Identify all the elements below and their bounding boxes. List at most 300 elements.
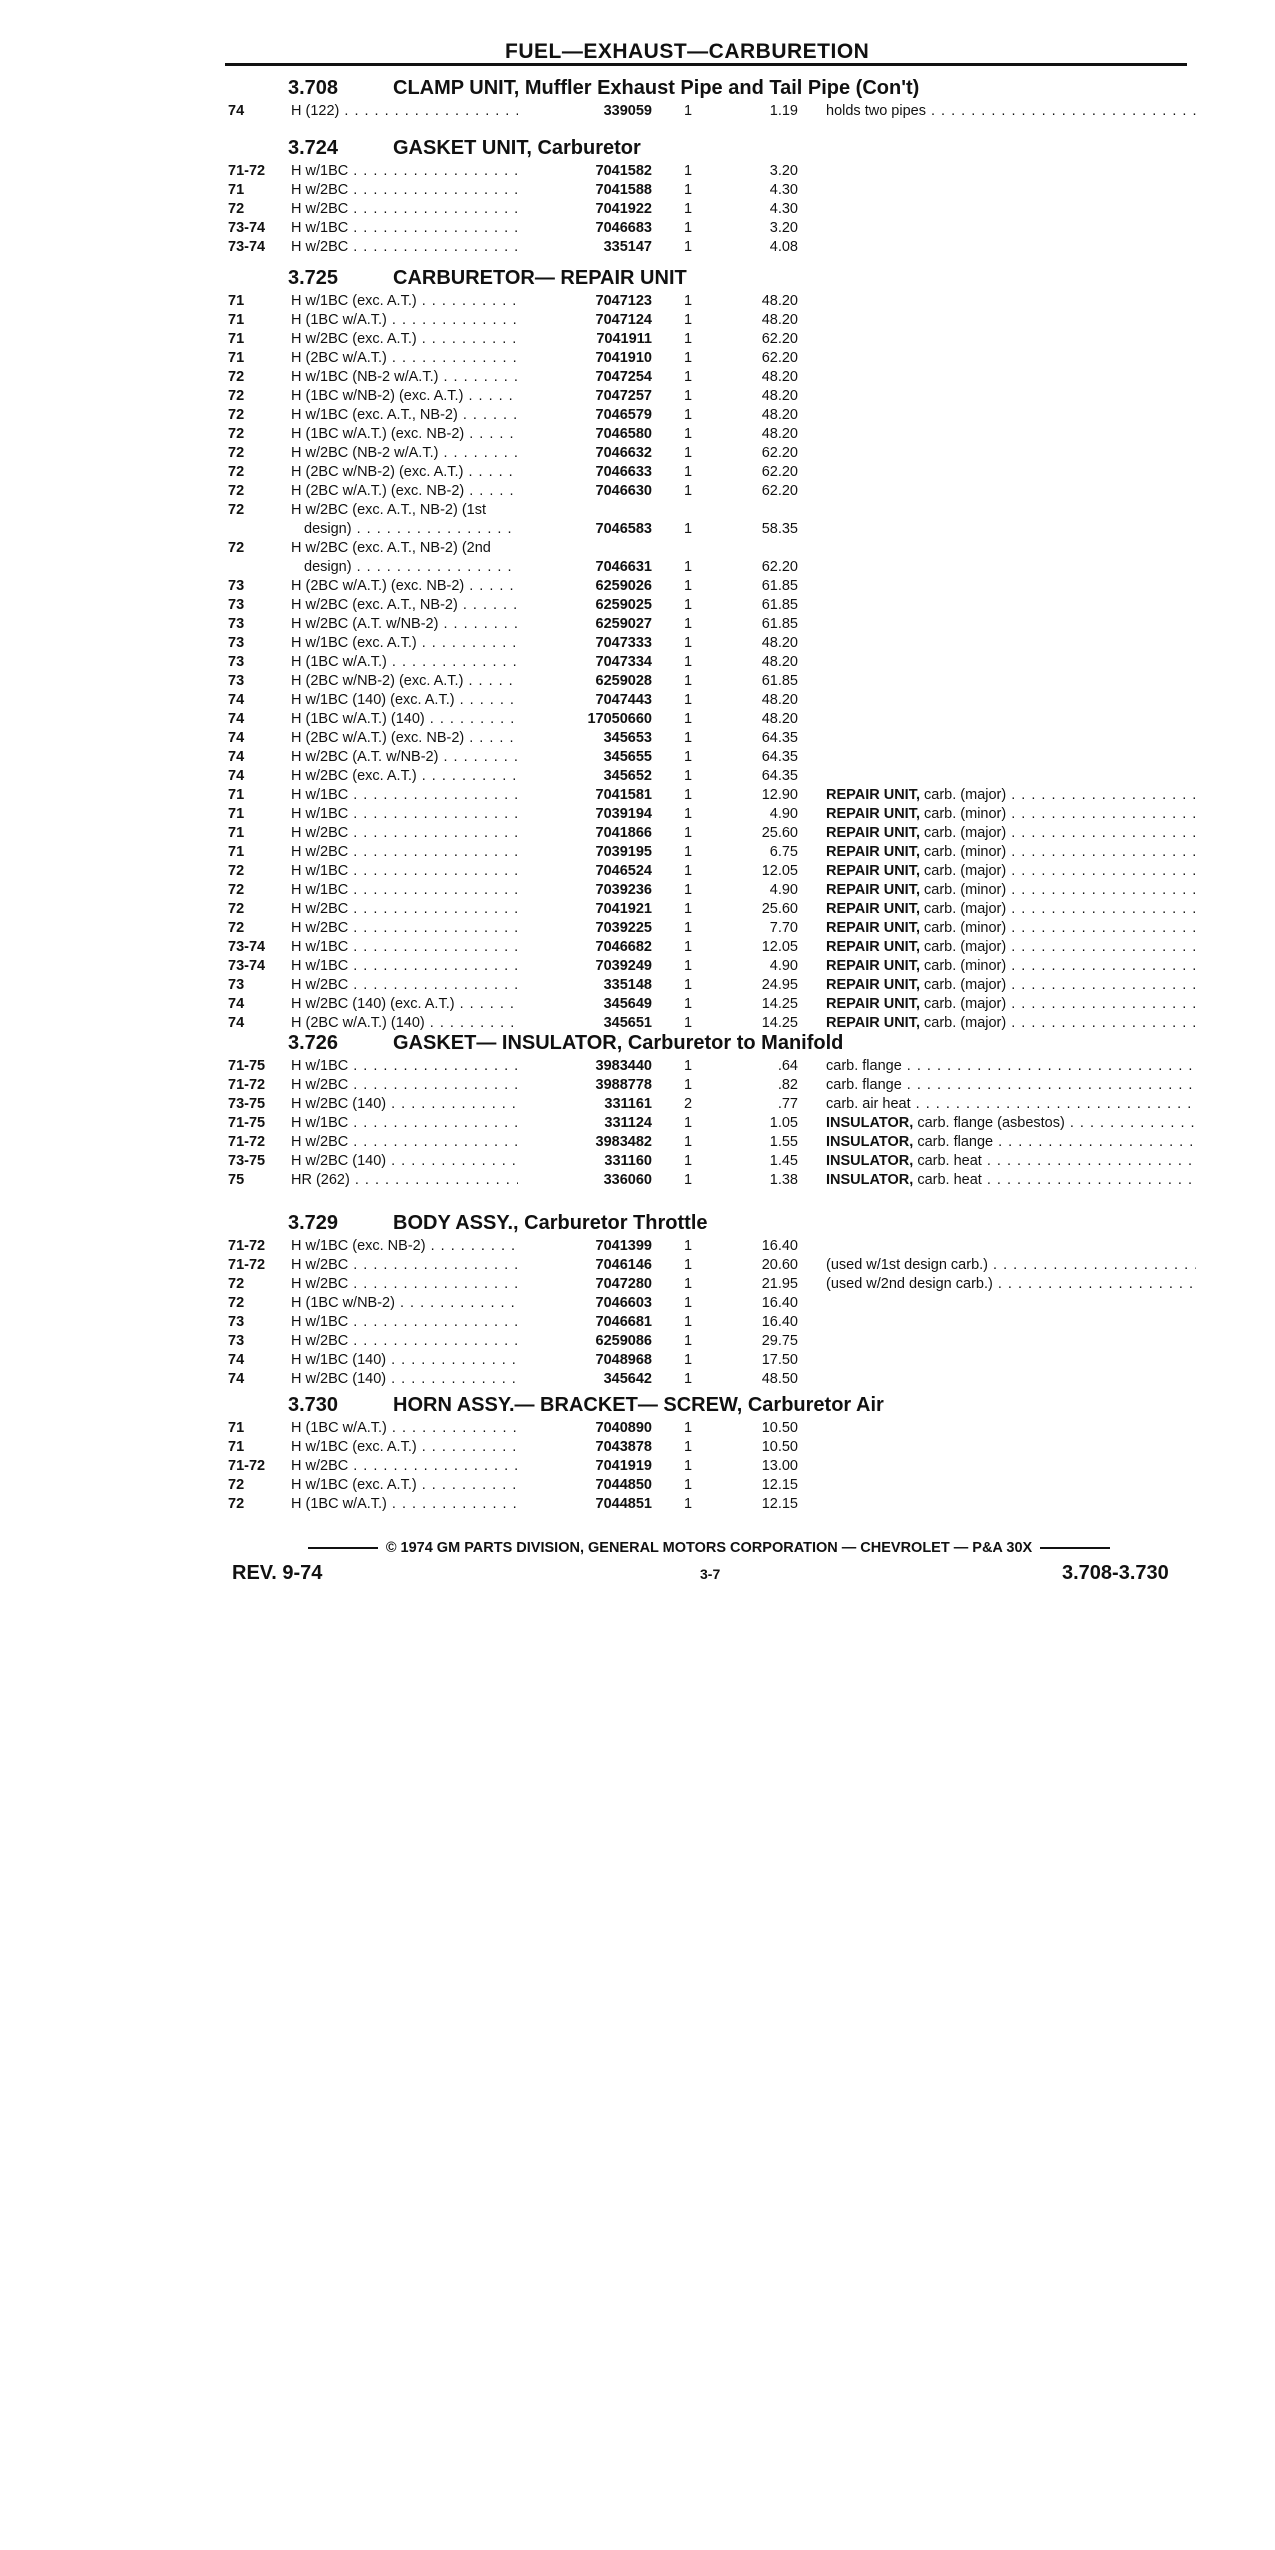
quantity: 1: [683, 920, 693, 936]
application-description: H w/2BC . . .: [291, 824, 523, 843]
quantity: 1: [683, 483, 693, 499]
application-description: H w/2BC . . .: [291, 1275, 523, 1294]
table-row: [228, 900, 1198, 919]
application-description: H w/2BC . . .: [291, 919, 523, 938]
price: 48.20: [761, 407, 798, 423]
quantity: 1: [683, 293, 693, 309]
model-year: 71: [228, 293, 245, 309]
remark-text: carb. flange: [826, 1058, 902, 1074]
section-heading: [228, 135, 1198, 162]
part-number: 3983482: [518, 1133, 652, 1152]
application-description: H (1BC w/NB-2) (exc. A.T.) . . .: [291, 387, 523, 406]
price: 48.20: [761, 654, 798, 670]
price: 12.15: [761, 1496, 798, 1512]
model-year: 74: [228, 1371, 245, 1387]
price: 48.20: [761, 426, 798, 442]
part-number: 331124: [518, 1114, 652, 1133]
application-description: H w/1BC (exc. A.T.) . . .: [291, 1438, 523, 1457]
quantity: 1: [683, 578, 693, 594]
catalog-section: [228, 135, 1198, 257]
remark: [826, 1057, 1196, 1076]
part-number: 6259028: [518, 672, 652, 691]
application-description: H w/2BC (A.T. w/NB-2) . . .: [291, 615, 523, 634]
application-description: H w/1BC (exc. A.T.) . . .: [291, 1476, 523, 1495]
model-year: 72: [228, 1276, 245, 1292]
model-year: 74: [228, 103, 245, 119]
price: 62.20: [761, 445, 798, 461]
application-description: H w/1BC (NB-2 w/A.T.) . . .: [291, 368, 523, 387]
part-number: 7044851: [518, 1495, 652, 1514]
table-row: [228, 1419, 1198, 1438]
quantity: 1: [683, 369, 693, 385]
table-row: [228, 672, 1198, 691]
table-row: [228, 558, 1198, 577]
quantity: 1: [683, 1115, 693, 1131]
application-description: H w/2BC . . .: [291, 843, 523, 862]
application-description: H w/1BC . . .: [291, 1057, 523, 1076]
application-description: H w/1BC . . .: [291, 219, 523, 238]
remark: [826, 862, 1196, 881]
remark-text: carb. (major): [924, 939, 1007, 955]
quantity: 1: [683, 939, 693, 955]
title-rule: [225, 63, 1187, 66]
price: 1.38: [769, 1172, 798, 1188]
quantity: 1: [683, 1238, 693, 1254]
application-description: H w/1BC . . .: [291, 1313, 523, 1332]
quantity: 1: [683, 692, 693, 708]
section-title: GASKET UNIT, Carburetor: [393, 137, 641, 159]
part-number: 7046632: [518, 444, 652, 463]
price: 64.35: [761, 730, 798, 746]
part-number: 7046603: [518, 1294, 652, 1313]
model-year: 72: [228, 920, 245, 936]
model-year: 73-74: [228, 239, 266, 255]
quantity: 1: [683, 559, 693, 575]
table-row: [228, 181, 1198, 200]
part-number: 7047334: [518, 653, 652, 672]
application-description: H w/2BC (140) . . .: [291, 1370, 523, 1389]
application-description: H (1BC w/A.T.) . . .: [291, 311, 523, 330]
quantity: 2: [683, 1096, 693, 1112]
remark: [826, 976, 1196, 995]
remark: [826, 805, 1196, 824]
remark-text: carb. (minor): [924, 920, 1007, 936]
price: 6.75: [769, 844, 798, 860]
price: 48.20: [761, 312, 798, 328]
remark-text: carb. (major): [924, 977, 1007, 993]
table-row: [228, 1351, 1198, 1370]
application-description: H w/1BC . . .: [291, 862, 523, 881]
part-number: 335148: [518, 976, 652, 995]
table-row: [228, 824, 1198, 843]
quantity: 1: [683, 616, 693, 632]
remark-label: REPAIR UNIT,: [826, 939, 920, 955]
application-description: H (1BC w/NB-2) . . .: [291, 1294, 523, 1313]
section-number: 3.726: [288, 1032, 339, 1054]
section-heading: [228, 1210, 1198, 1237]
model-year: 73: [228, 1333, 245, 1349]
quantity: 1: [683, 730, 693, 746]
application-description: H w/2BC (140) . . .: [291, 1095, 523, 1114]
application-description: H w/1BC (140) (exc. A.T.) . . .: [291, 691, 523, 710]
price: 1.19: [769, 103, 798, 119]
table-row: [228, 1438, 1198, 1457]
model-year: 74: [228, 749, 245, 765]
remark-text: carb. (major): [924, 825, 1007, 841]
table-row: [228, 219, 1198, 238]
price: 48.20: [761, 692, 798, 708]
model-year: 72: [228, 1496, 245, 1512]
price: 12.90: [761, 787, 798, 803]
table-row: [228, 463, 1198, 482]
part-number: 7044850: [518, 1476, 652, 1495]
model-year: 71: [228, 825, 245, 841]
application-description: H w/2BC . . .: [291, 238, 523, 257]
model-year: 72: [228, 369, 245, 385]
model-year: 71: [228, 182, 245, 198]
application-description: H (2BC w/A.T.) (140) . . .: [291, 1014, 523, 1033]
table-row: [228, 482, 1198, 501]
remark-label: INSULATOR,: [826, 1115, 914, 1131]
model-year: 74: [228, 1015, 245, 1031]
remark: [826, 1256, 1196, 1275]
remark-text: holds two pipes: [826, 103, 926, 119]
quantity: 1: [683, 654, 693, 670]
table-row: [228, 1476, 1198, 1495]
table-row: [228, 349, 1198, 368]
remark: [826, 1152, 1196, 1171]
remark-text: carb. flange: [826, 1077, 902, 1093]
quantity: 1: [683, 201, 693, 217]
quantity: 1: [683, 407, 693, 423]
table-row: [228, 995, 1198, 1014]
table-row: [228, 1133, 1198, 1152]
quantity: 1: [683, 239, 693, 255]
table-row: [228, 292, 1198, 311]
table-row: [228, 1095, 1198, 1114]
model-year: 71: [228, 331, 245, 347]
model-year: 73: [228, 597, 245, 613]
quantity: 1: [683, 673, 693, 689]
application-description: H (1BC w/A.T.) (140) . . .: [291, 710, 523, 729]
application-description: H (1BC w/A.T.) . . .: [291, 1419, 523, 1438]
quantity: 1: [683, 426, 693, 442]
price: 4.08: [769, 239, 798, 255]
price: 14.25: [761, 1015, 798, 1031]
table-row: [228, 1237, 1198, 1256]
model-year: 71: [228, 787, 245, 803]
model-year: 72: [228, 863, 245, 879]
table-row: [228, 1076, 1198, 1095]
table-row: [228, 729, 1198, 748]
part-number: 345649: [518, 995, 652, 1014]
model-year: 72: [228, 445, 245, 461]
table-row: [228, 976, 1198, 995]
price: 1.05: [769, 1115, 798, 1131]
quantity: 1: [683, 844, 693, 860]
part-number: 7041919: [518, 1457, 652, 1476]
price: 3.20: [769, 220, 798, 236]
table-row: [228, 1332, 1198, 1351]
remark-text: (used w/1st design carb.): [826, 1257, 988, 1273]
price: 16.40: [761, 1238, 798, 1254]
quantity: 1: [683, 882, 693, 898]
price: 62.20: [761, 483, 798, 499]
part-number: 7046630: [518, 482, 652, 501]
price: 62.20: [761, 464, 798, 480]
model-year: 72: [228, 407, 245, 423]
table-row: [228, 710, 1198, 729]
section-title: HORN ASSY.— BRACKET— SCREW, Carburetor Air: [393, 1394, 884, 1416]
price: .64: [777, 1058, 798, 1074]
quantity: 1: [683, 1333, 693, 1349]
model-year: 75: [228, 1172, 245, 1188]
remark-label: REPAIR UNIT,: [826, 806, 920, 822]
application-description: H w/2BC (140) (exc. A.T.) . . .: [291, 995, 523, 1014]
model-year: 74: [228, 768, 245, 784]
model-year: 71-75: [228, 1115, 266, 1131]
model-year: 71: [228, 1439, 245, 1455]
remark-text: carb. (major): [924, 787, 1007, 803]
table-row: [228, 1495, 1198, 1514]
model-year: 73: [228, 673, 245, 689]
price: 4.30: [769, 182, 798, 198]
part-number: 7047443: [518, 691, 652, 710]
quantity: 1: [683, 1477, 693, 1493]
revision-label: REV. 9-74: [232, 1562, 323, 1584]
part-number: 7041581: [518, 786, 652, 805]
price: 4.90: [769, 882, 798, 898]
quantity: 1: [683, 182, 693, 198]
model-year: 73: [228, 635, 245, 651]
catalog-section: [228, 1030, 1198, 1190]
model-year: 74: [228, 996, 245, 1012]
table-row: [228, 425, 1198, 444]
model-year: 72: [228, 1477, 245, 1493]
catalog-section: [228, 75, 1198, 121]
table-row: [228, 691, 1198, 710]
application-description: H w/1BC (140) . . .: [291, 1351, 523, 1370]
table-row: [228, 1370, 1198, 1389]
application-description: H w/1BC . . .: [291, 805, 523, 824]
part-number: 7047124: [518, 311, 652, 330]
remark-text: carb. heat: [917, 1153, 982, 1169]
remark: [826, 1133, 1196, 1152]
part-number: 7039249: [518, 957, 652, 976]
table-row: [228, 368, 1198, 387]
part-number: 6259086: [518, 1332, 652, 1351]
application-description: H w/2BC (exc. A.T., NB-2) (1st: [291, 502, 486, 518]
price: 61.85: [761, 578, 798, 594]
section-title: GASKET— INSULATOR, Carburetor to Manifold: [393, 1032, 844, 1054]
table-row: [228, 1114, 1198, 1133]
table-row: [228, 577, 1198, 596]
price: 48.20: [761, 711, 798, 727]
quantity: 1: [683, 1371, 693, 1387]
application-description: H (2BC w/NB-2) (exc. A.T.) . . .: [291, 463, 523, 482]
model-year: 73: [228, 1314, 245, 1330]
part-number: 7046681: [518, 1313, 652, 1332]
part-number: 7040890: [518, 1419, 652, 1438]
price: 14.25: [761, 996, 798, 1012]
part-number: 6259026: [518, 577, 652, 596]
price: 48.20: [761, 635, 798, 651]
part-number: 345653: [518, 729, 652, 748]
quantity: 1: [683, 1314, 693, 1330]
section-heading: [228, 1030, 1198, 1057]
remark: [826, 938, 1196, 957]
table-row: [228, 406, 1198, 425]
quantity: 1: [683, 1295, 693, 1311]
price: 10.50: [761, 1420, 798, 1436]
quantity: 1: [683, 1134, 693, 1150]
part-number: 7041911: [518, 330, 652, 349]
remark-text: carb. flange: [917, 1134, 994, 1150]
application-description: H w/2BC . . .: [291, 181, 523, 200]
price: .82: [777, 1077, 798, 1093]
application-description: H (2BC w/A.T.) (exc. NB-2) . . .: [291, 577, 523, 596]
remark-text: carb. (minor): [924, 882, 1007, 898]
part-number: 7046583: [518, 520, 652, 539]
quantity: 1: [683, 635, 693, 651]
remark-text: (used w/2nd design carb.): [826, 1276, 993, 1292]
model-year: 71-72: [228, 1238, 266, 1254]
part-number: 7041588: [518, 181, 652, 200]
remark: [826, 919, 1196, 938]
table-row: [228, 805, 1198, 824]
section-number: 3.724: [288, 137, 339, 159]
model-year: 72: [228, 201, 245, 217]
table-row: [228, 1457, 1198, 1476]
table-row: [228, 1294, 1198, 1313]
application-description: H (1BC w/A.T.) . . .: [291, 1495, 523, 1514]
application-description: H w/2BC (exc. A.T., NB-2) (2nd: [291, 540, 491, 556]
remark-text: carb. (minor): [924, 958, 1007, 974]
part-number: 7041922: [518, 200, 652, 219]
part-number: 345651: [518, 1014, 652, 1033]
quantity: 1: [683, 1077, 693, 1093]
section-number: 3.725: [288, 267, 339, 289]
section-title: CARBURETOR— REPAIR UNIT: [393, 267, 687, 289]
part-number: 7047254: [518, 368, 652, 387]
part-number: 6259025: [518, 596, 652, 615]
remark-label: REPAIR UNIT,: [826, 901, 920, 917]
price: 62.20: [761, 559, 798, 575]
price: 7.70: [769, 920, 798, 936]
price: 62.20: [761, 331, 798, 347]
model-year: 72: [228, 882, 245, 898]
remark-label: REPAIR UNIT,: [826, 920, 920, 936]
model-year: 74: [228, 730, 245, 746]
price: 64.35: [761, 768, 798, 784]
application-description: H w/2BC . . .: [291, 1457, 523, 1476]
model-year: 71: [228, 312, 245, 328]
part-number: 7046524: [518, 862, 652, 881]
remark: [826, 786, 1196, 805]
model-year: 71-72: [228, 163, 266, 179]
remark: [826, 1275, 1196, 1294]
remark-text: carb. (major): [924, 1015, 1007, 1031]
remark: [826, 1076, 1196, 1095]
table-row: [228, 862, 1198, 881]
model-year: 71: [228, 1420, 245, 1436]
part-number: 331161: [518, 1095, 652, 1114]
part-number: 7048968: [518, 1351, 652, 1370]
remark-label: REPAIR UNIT,: [826, 1015, 920, 1031]
part-number: 345655: [518, 748, 652, 767]
table-row: [228, 767, 1198, 786]
table-row: [228, 102, 1198, 121]
application-description: H w/2BC . . .: [291, 976, 523, 995]
table-row: [228, 748, 1198, 767]
table-row: [228, 1152, 1198, 1171]
quantity: 1: [683, 1153, 693, 1169]
remark-label: REPAIR UNIT,: [826, 882, 920, 898]
model-year: 73-75: [228, 1153, 266, 1169]
quantity: 1: [683, 163, 693, 179]
application-description: H w/1BC (exc. NB-2) . . .: [291, 1237, 523, 1256]
quantity: 1: [683, 1015, 693, 1031]
remark: [826, 881, 1196, 900]
remark-text: carb. (minor): [924, 844, 1007, 860]
application-description: H w/1BC (exc. A.T., NB-2) . . .: [291, 406, 523, 425]
table-row: [228, 501, 1198, 520]
application-description: H (2BC w/A.T.) (exc. NB-2) . . .: [291, 729, 523, 748]
table-row: [228, 615, 1198, 634]
model-year: 72: [228, 901, 245, 917]
application-description: H w/2BC (exc. A.T., NB-2) . . .: [291, 596, 523, 615]
quantity: 1: [683, 1458, 693, 1474]
application-description: H w/1BC . . .: [291, 162, 523, 181]
application-description: H w/1BC . . .: [291, 938, 523, 957]
part-number: 7047257: [518, 387, 652, 406]
application-description: H (2BC w/A.T.) (exc. NB-2) . . .: [291, 482, 523, 501]
part-number: 7039195: [518, 843, 652, 862]
remark: [826, 824, 1196, 843]
section-range: 3.708-3.730: [1062, 1562, 1169, 1584]
table-row: [228, 919, 1198, 938]
table-row: [228, 843, 1198, 862]
table-row: [228, 1313, 1198, 1332]
application-description: H w/2BC (exc. A.T.) . . .: [291, 330, 523, 349]
application-description: design) . . .: [304, 558, 536, 577]
price: 21.95: [761, 1276, 798, 1292]
quantity: 1: [683, 901, 693, 917]
remark: [826, 957, 1196, 976]
quantity: 1: [683, 220, 693, 236]
remark-label: REPAIR UNIT,: [826, 787, 920, 803]
remark-label: REPAIR UNIT,: [826, 977, 920, 993]
part-number: 7039236: [518, 881, 652, 900]
application-description: HR (262) . . .: [291, 1171, 523, 1190]
section-heading: [228, 265, 1198, 292]
model-year: 73-75: [228, 1096, 266, 1112]
part-number: 7046579: [518, 406, 652, 425]
part-number: 7039194: [518, 805, 652, 824]
application-description: H w/2BC . . .: [291, 200, 523, 219]
model-year: 72: [228, 540, 245, 556]
table-row: [228, 444, 1198, 463]
price: 3.20: [769, 163, 798, 179]
quantity: 1: [683, 1352, 693, 1368]
application-description: H w/2BC (A.T. w/NB-2) . . .: [291, 748, 523, 767]
application-description: H (2BC w/A.T.) . . .: [291, 349, 523, 368]
part-number: 331160: [518, 1152, 652, 1171]
price: 4.30: [769, 201, 798, 217]
remark-label: REPAIR UNIT,: [826, 996, 920, 1012]
model-year: 71-72: [228, 1458, 266, 1474]
application-description: H w/1BC . . .: [291, 881, 523, 900]
